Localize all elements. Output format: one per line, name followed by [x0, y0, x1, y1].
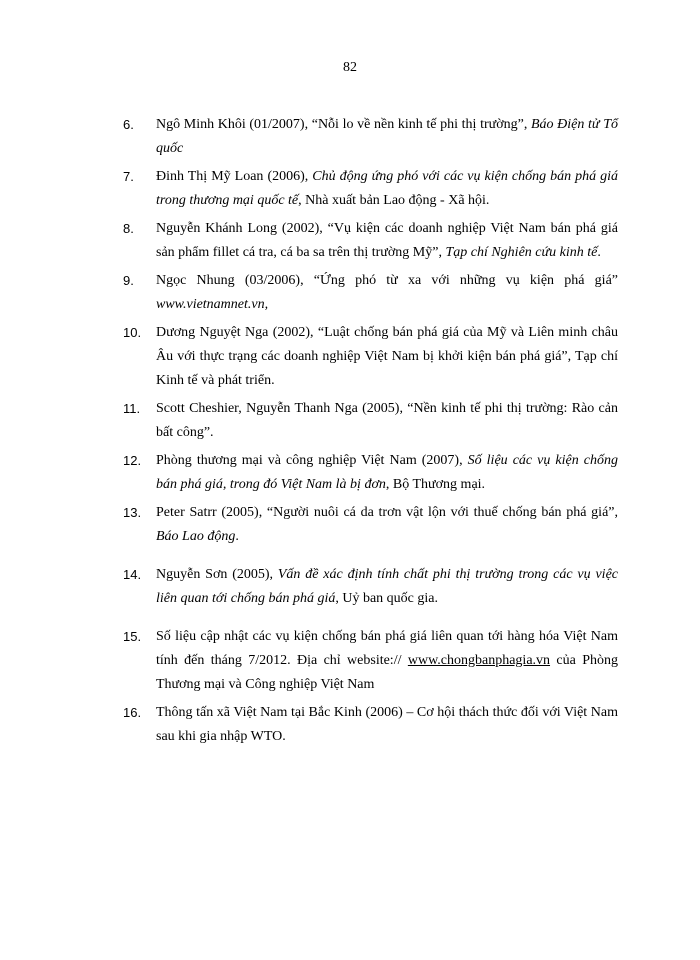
reference-text: Ngô Minh Khôi (01/2007), “Nỗi lo về nền kinh tế phi thị trường”, [156, 117, 531, 132]
reference-list [0, 113, 700, 753]
reference-publisher: , Uỷ ban quốc gia. [335, 591, 439, 606]
reference-text: Scott Cheshier, Nguyễn Thanh Nga (2005), “Nền kinh tế phi thị trường: Rào cản bất công”. [156, 401, 618, 440]
reference-source-url: www.vietnamnet.vn, [156, 297, 269, 312]
reference-number: 16. [123, 705, 142, 720]
reference-item-8 [0, 217, 618, 265]
reference-number: 11. [123, 401, 141, 416]
reference-item-13 [0, 501, 618, 549]
reference-text: Số liệu cập nhật các vụ kiện chống bán phá giá liên quan tới hàng hóa Việt Nam tính đến tháng 7/2012. Địa chỉ website:// [156, 629, 618, 668]
reference-source-title: Báo Điện tử Tổ quốc [156, 117, 618, 156]
reference-item-14 [0, 563, 618, 611]
reference-text: Ngọc Nhung (03/2006), “Ứng phó từ xa với những vụ kiện phá giá” [156, 273, 618, 288]
reference-number: 12. [123, 453, 142, 468]
reference-number: 7. [123, 169, 134, 184]
reference-number: 6. [123, 117, 134, 132]
reference-number: 13. [123, 505, 142, 520]
reference-source-title: Vấn đề xác định tính chất phi thị trường trong các vụ việc liên quan tới chống bán phá giá [156, 567, 618, 606]
reference-item-15 [0, 625, 618, 697]
reference-number: 10. [123, 325, 142, 340]
reference-item-11 [0, 397, 618, 445]
reference-punctuation: . [235, 529, 239, 544]
reference-text: Nguyễn Khánh Long (2002), “Vụ kiện các doanh nghiệp Việt Nam bán phá giá sản phẩm fillet cá tra, cá ba sa trên thị trường Mỹ”, [156, 221, 618, 260]
reference-text: Peter Satrr (2005), “Người nuôi cá da trơn vật lộn với thuế chống bán phá giá”, [156, 505, 618, 520]
reference-publisher: , Nhà xuất bản Lao động - Xã hội. [298, 193, 490, 208]
reference-number: 15. [123, 629, 142, 644]
reference-source-title: Chủ động ứng phó với các vụ kiện chống bán phá giá trong thương mại quốc tế [156, 169, 618, 208]
reference-source-title: Báo Lao động [156, 529, 236, 544]
website-link[interactable]: www.chongbanphagia.vn [407, 653, 551, 668]
reference-item-7 [0, 165, 618, 213]
reference-punctuation: . [597, 245, 601, 260]
reference-item-10 [0, 321, 618, 393]
reference-number: 9. [123, 273, 134, 288]
reference-text: Nguyễn Sơn (2005), [156, 567, 278, 582]
reference-publisher: của Phòng Thương mại và Công nghiệp Việt Nam [156, 653, 618, 692]
reference-item-16 [0, 701, 618, 749]
reference-item-12 [0, 449, 618, 497]
page-number: 82 [343, 60, 357, 75]
reference-text: Đinh Thị Mỹ Loan (2006), [156, 169, 313, 184]
reference-number: 8. [123, 221, 134, 236]
reference-source-title: Tạp chí Nghiên cứu kinh tế [445, 245, 598, 260]
reference-text: Thông tấn xã Việt Nam tại Bắc Kinh (2006) – Cơ hội thách thức đối với Việt Nam sau khi gia nhập WTO. [156, 705, 618, 744]
reference-item-6 [0, 113, 618, 161]
reference-source-title: Số liệu các vụ kiện chống bán phá giá, trong đó Việt Nam là bị đơn [156, 453, 618, 492]
reference-text: Dương Nguyệt Nga (2002), “Luật chống bán phá giá của Mỹ và Liên minh châu Âu với thực trạng các doanh nghiệp Việt Nam bị khởi kiện bán phá giá”, Tạp chí Kinh tế và phát triển. [156, 325, 618, 388]
reference-publisher: , Bộ Thương mại. [385, 477, 486, 492]
reference-text: Phòng thương mại và công nghiệp Việt Nam (2007), [156, 453, 468, 468]
reference-item-9 [0, 269, 618, 317]
reference-number: 14. [123, 567, 142, 582]
